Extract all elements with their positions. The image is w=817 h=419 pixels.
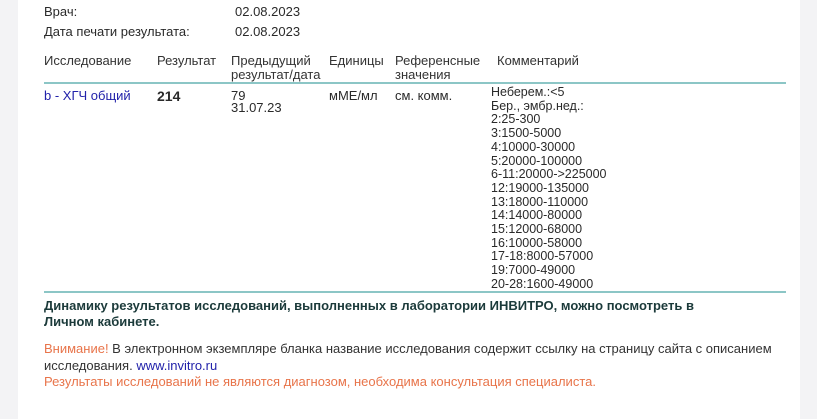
doctor-label: Врач:: [44, 4, 78, 19]
test-link[interactable]: b - ХГЧ общий: [44, 88, 131, 103]
comment-line: 14:14000-80000: [491, 208, 583, 223]
divider: [44, 82, 786, 84]
comment-line: 12:19000-135000: [491, 180, 590, 195]
comment-line: 17-18:8000-57000: [491, 249, 594, 264]
comment-line: 2:25-300: [491, 112, 541, 127]
header-result: Результат: [157, 53, 217, 68]
comment-line: 5:20000-100000: [491, 153, 583, 168]
header-previous: Предыдущий: [231, 53, 311, 68]
header-test: Исследование: [44, 53, 132, 68]
comment-line: 19:7000-49000: [491, 263, 576, 278]
header-reference-2: значения: [395, 67, 451, 82]
reference: см. комм.: [395, 88, 453, 103]
divider-bottom: [44, 291, 786, 293]
notice-text: В электронном экземпляре бланка название исследования содержит ссылку на страницу сайта с описанием: [108, 341, 772, 356]
comment-line: 20-28:1600-49000: [491, 276, 594, 291]
comment-line: 6-11:20000->225000: [491, 167, 607, 182]
comment-line: 4:10000-30000: [491, 139, 576, 154]
comment-line: 16:10000-58000: [491, 235, 583, 250]
comment-line: 15:12000-68000: [491, 222, 583, 237]
dynamics-note-2: Личном кабинете.: [44, 314, 160, 329]
disclaimer: Результаты исследований не являются диагнозом, необходима консультация специалиста.: [44, 374, 596, 389]
header-units: Единицы: [329, 53, 384, 68]
header-previous-2: результат/дата: [231, 67, 321, 82]
comment-line: 13:18000-110000: [491, 194, 589, 209]
invitro-link[interactable]: www.invitro.ru: [136, 358, 218, 373]
comment-line: 3:1500-5000: [491, 126, 562, 141]
print-date-value: 02.08.2023: [235, 24, 301, 39]
notice-text-2: исследования.: [44, 358, 137, 373]
previous-value: 79: [231, 88, 246, 103]
dynamics-note: Динамику результатов исследований, выполненных в лаборатории ИНВИТРО, можно посмотреть в: [44, 298, 694, 313]
comment-line: Неберем.:<5: [491, 85, 565, 99]
print-date-label: Дата печати результата:: [44, 24, 190, 39]
doctor-value: 02.08.2023: [235, 4, 301, 19]
units: мМЕ/мл: [329, 88, 378, 103]
header-reference: Референсные: [395, 53, 481, 68]
attention-label: Внимание!: [44, 341, 109, 356]
result-value: 214: [157, 88, 181, 104]
header-comment: Комментарий: [497, 53, 579, 68]
comment-list: [491, 86, 607, 292]
previous-date: 31.07.23: [231, 100, 282, 115]
comment-line: Бер., эмбр.нед.:: [491, 98, 584, 113]
